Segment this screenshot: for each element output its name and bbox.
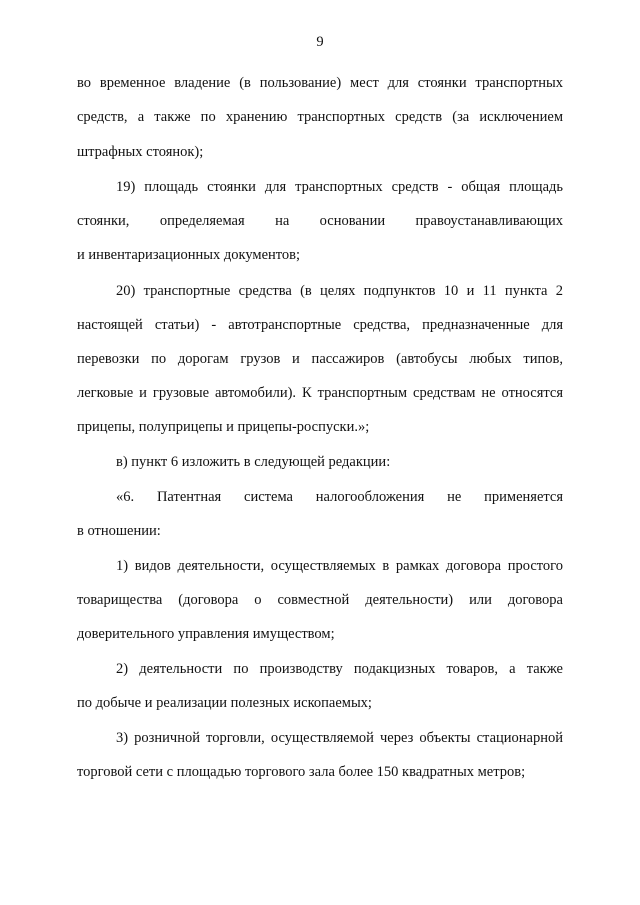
text-line: 3) розничной торговли, осуществляемой через объекты стационарной: [116, 730, 563, 746]
text-line: доверительного управления имуществом;: [77, 626, 335, 642]
text-line: стоянки, определяемая на основании правоустанавливающих: [77, 213, 563, 229]
text-line: и инвентаризационных документов;: [77, 247, 301, 263]
text-line: штрафных стоянок);: [77, 144, 204, 160]
text-line: средств, а также по хранению транспортных средств (за исключением: [77, 109, 563, 125]
text-line: настоящей статьи) - автотранспортные средства, предназначенные для: [77, 317, 563, 333]
text-line: по добыче и реализации полезных ископаемых;: [77, 695, 372, 711]
text-line: в) пункт 6 изложить в следующей редакции:: [116, 454, 391, 470]
text-line: 19) площадь стоянки для транспортных средств - общая площадь: [116, 179, 563, 195]
text-line: торговой сети с площадью торгового зала более 150 квадратных метров;: [77, 764, 526, 780]
text-line: легковые и грузовые автомобили). К транспортным средствам не относятся: [77, 385, 563, 401]
text-line: в отношении:: [77, 523, 161, 539]
text-line: перевозки по дорогам грузов и пассажиров (автобусы любых типов,: [77, 351, 563, 367]
text-line: «6. Патентная система налогообложения не применяется: [116, 489, 563, 505]
text-line: 2) деятельности по производству подакцизных товаров, а также: [116, 661, 563, 677]
text-line: 20) транспортные средства (в целях подпунктов 10 и 11 пункта 2: [116, 283, 563, 299]
text-line: прицепы, полуприцепы и прицепы-роспуски.»;: [77, 419, 370, 435]
text-line: товарищества (договора о совместной деятельности) или договора: [77, 592, 563, 608]
page-number: 9: [316, 34, 324, 50]
text-line: во временное владение (в пользование) мест для стоянки транспортных: [77, 75, 563, 91]
text-line: 1) видов деятельности, осуществляемых в рамках договора простого: [116, 558, 563, 574]
